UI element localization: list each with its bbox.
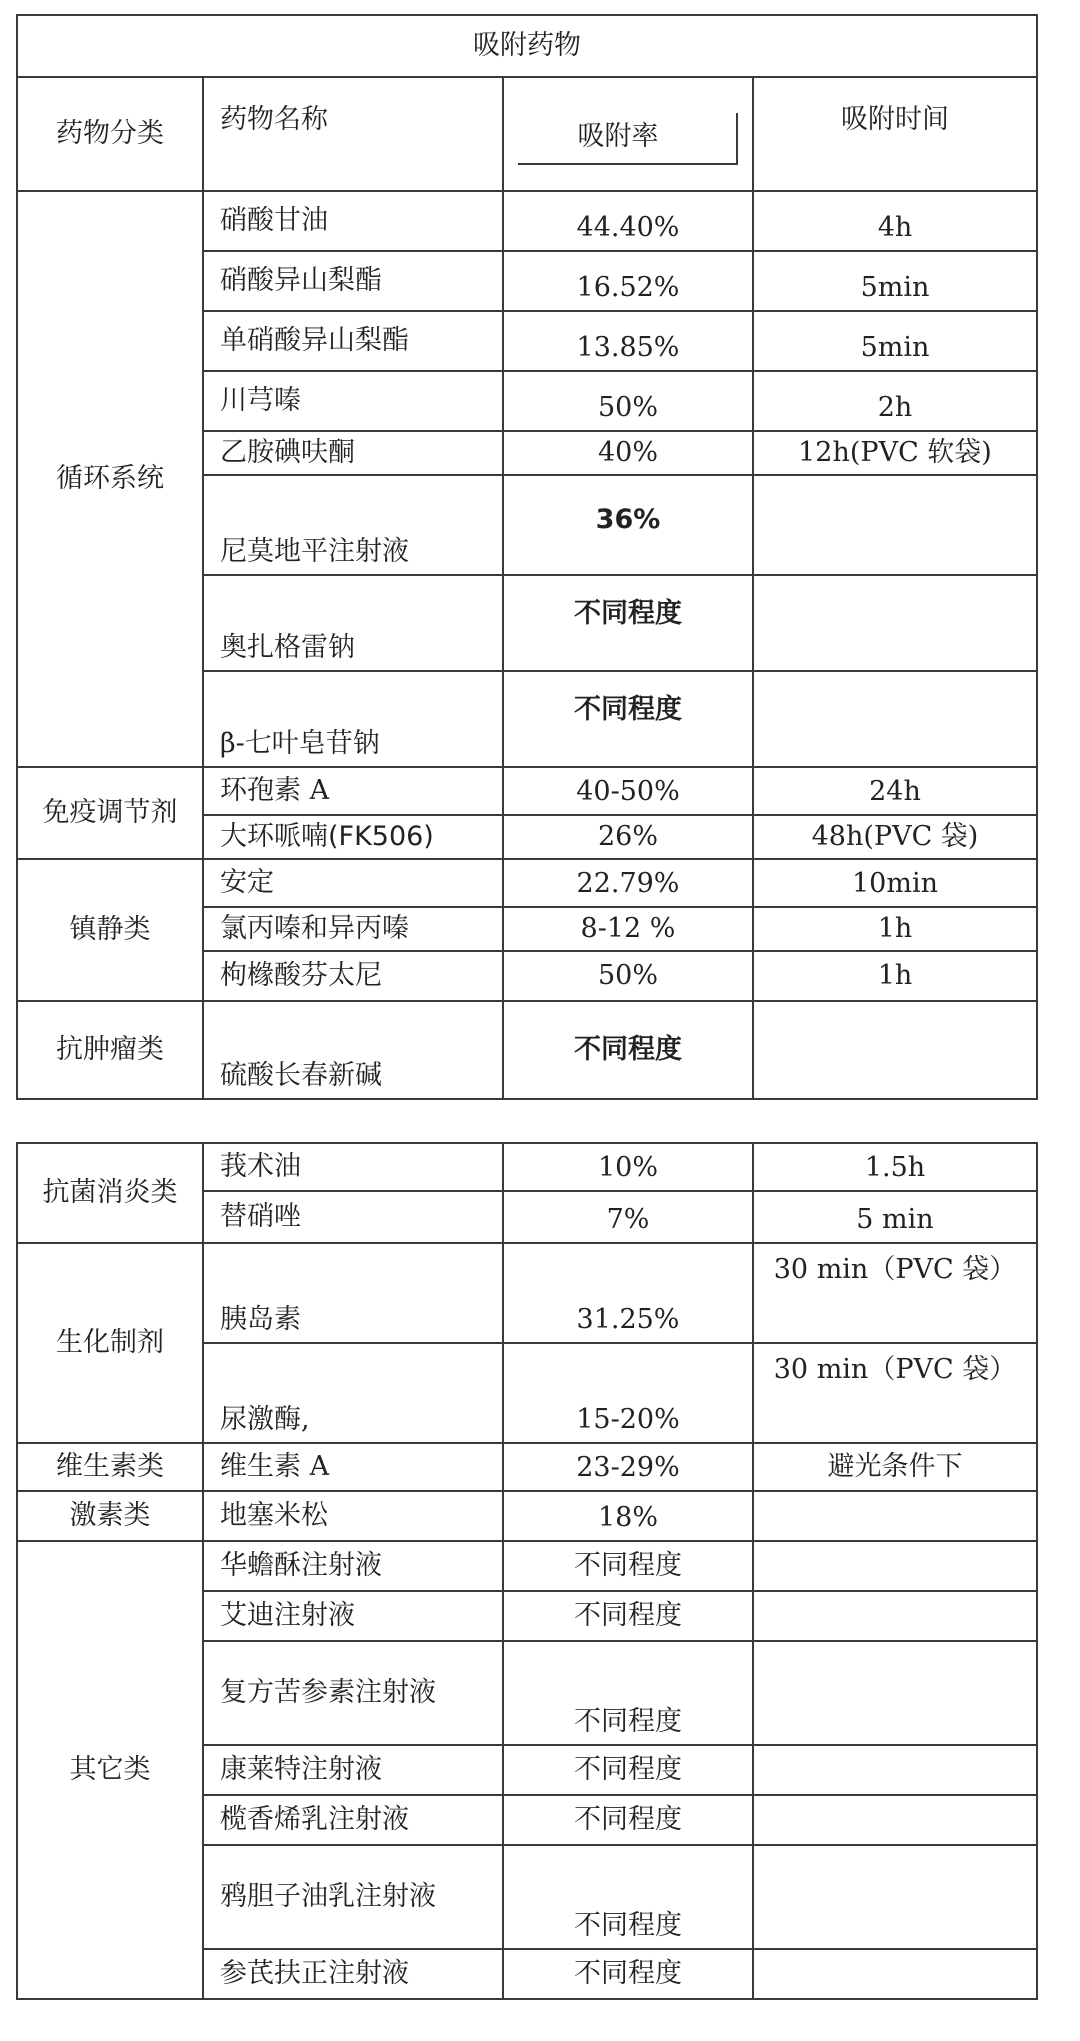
- header-rate-cell: [503, 77, 753, 191]
- adsorption-time: [753, 1591, 1037, 1641]
- adsorption-time: 24h: [753, 767, 1037, 815]
- drug-name: 莪术油: [203, 1143, 503, 1191]
- adsorption-time: [753, 1641, 1037, 1745]
- adsorption-rate: 不同程度: [503, 1641, 753, 1745]
- drug-name: 奥扎格雷钠: [203, 575, 503, 671]
- adsorption-time: [753, 575, 1037, 671]
- adsorption-rate: 16.52%: [503, 251, 753, 311]
- drug-name: 尿激酶,: [203, 1343, 503, 1443]
- adsorption-rate: 不同程度: [503, 1949, 753, 1999]
- adsorption-time: 30 min（PVC 袋）: [753, 1343, 1037, 1443]
- adsorption-rate: 23-29%: [503, 1443, 753, 1491]
- category-cell: 抗菌消炎类: [17, 1143, 203, 1243]
- category-cell: 维生素类: [17, 1443, 203, 1491]
- drug-name: β-七叶皂苷钠: [203, 671, 503, 767]
- adsorption-time: [753, 1949, 1037, 1999]
- drug-name: 氯丙嗪和异丙嗪: [203, 907, 503, 951]
- adsorption-rate: 44.40%: [503, 191, 753, 251]
- header-time: 吸附时间: [753, 77, 1037, 191]
- drug-name: 环孢素 A: [203, 767, 503, 815]
- drug-name: 尼莫地平注射液: [203, 475, 503, 575]
- adsorption-time: [753, 1541, 1037, 1591]
- drug-name: 参芪扶正注射液: [203, 1949, 503, 1999]
- adsorption-rate: 不同程度: [503, 1001, 753, 1099]
- adsorption-time: 10min: [753, 859, 1037, 907]
- drug-name: 替硝唑: [203, 1191, 503, 1243]
- category-cell: 镇静类: [17, 859, 203, 1001]
- adsorption-rate: 不同程度: [503, 671, 753, 767]
- adsorption-time: 5min: [753, 251, 1037, 311]
- category-cell: 激素类: [17, 1491, 203, 1541]
- drug-name: 枸橼酸芬太尼: [203, 951, 503, 1001]
- table-title: 吸附药物: [17, 15, 1037, 77]
- table-gap: [0, 1128, 1080, 1142]
- adsorption-rate: 40%: [503, 431, 753, 475]
- drug-name: 乙胺碘呋酮: [203, 431, 503, 475]
- drug-name: 维生素 A: [203, 1443, 503, 1491]
- adsorption-table-part1: [16, 14, 1038, 1100]
- adsorption-rate: 18%: [503, 1491, 753, 1541]
- header-name: 药物名称: [203, 77, 503, 191]
- adsorption-time: 5min: [753, 311, 1037, 371]
- adsorption-rate: 不同程度: [503, 1745, 753, 1795]
- category-cell: 生化制剂: [17, 1243, 203, 1443]
- adsorption-time: [753, 1795, 1037, 1845]
- category-cell: 抗肿瘤类: [17, 1001, 203, 1099]
- adsorption-rate: 8-12 %: [503, 907, 753, 951]
- drug-name: 安定: [203, 859, 503, 907]
- adsorption-time: 12h(PVC 软袋): [753, 431, 1037, 475]
- adsorption-time: [753, 475, 1037, 575]
- adsorption-rate: 不同程度: [503, 1541, 753, 1591]
- adsorption-rate: 不同程度: [503, 575, 753, 671]
- header-category: 药物分类: [17, 77, 203, 191]
- drug-name: 硝酸甘油: [203, 191, 503, 251]
- adsorption-time: 1h: [753, 907, 1037, 951]
- adsorption-time: 48h(PVC 袋): [753, 815, 1037, 859]
- adsorption-time: [753, 1845, 1037, 1949]
- adsorption-rate: 7%: [503, 1191, 753, 1243]
- adsorption-time: 1h: [753, 951, 1037, 1001]
- drug-name: 艾迪注射液: [203, 1591, 503, 1641]
- adsorption-time: [753, 671, 1037, 767]
- adsorption-rate: 36%: [503, 475, 753, 575]
- drug-name: 鸦胆子油乳注射液: [203, 1845, 503, 1949]
- adsorption-rate: 40-50%: [503, 767, 753, 815]
- adsorption-rate: 50%: [503, 951, 753, 1001]
- adsorption-rate: 不同程度: [503, 1591, 753, 1641]
- category-cell: 循环系统: [17, 191, 203, 767]
- adsorption-rate: 22.79%: [503, 859, 753, 907]
- adsorption-rate: 13.85%: [503, 311, 753, 371]
- drug-name: 硫酸长春新碱: [203, 1001, 503, 1099]
- adsorption-rate: 不同程度: [503, 1845, 753, 1949]
- drug-name: 川芎嗪: [203, 371, 503, 431]
- drug-name: 大环哌喃(FK506): [203, 815, 503, 859]
- drug-name: 复方苦参素注射液: [203, 1641, 503, 1745]
- drug-name: 华蟾酥注射液: [203, 1541, 503, 1591]
- adsorption-time: 避光条件下: [753, 1443, 1037, 1491]
- drug-name: 胰岛素: [203, 1243, 503, 1343]
- adsorption-rate: 10%: [503, 1143, 753, 1191]
- category-cell: 其它类: [17, 1541, 203, 1999]
- drug-name: 硝酸异山梨酯: [203, 251, 503, 311]
- adsorption-time: 5 min: [753, 1191, 1037, 1243]
- drug-name: 榄香烯乳注射液: [203, 1795, 503, 1845]
- drug-name: 康莱特注射液: [203, 1745, 503, 1795]
- adsorption-time: 4h: [753, 191, 1037, 251]
- adsorption-table-part2: [16, 1142, 1038, 2000]
- adsorption-time: [753, 1745, 1037, 1795]
- adsorption-rate: 31.25%: [503, 1243, 753, 1343]
- adsorption-rate: 15-20%: [503, 1343, 753, 1443]
- adsorption-time: 1.5h: [753, 1143, 1037, 1191]
- adsorption-rate: 不同程度: [503, 1795, 753, 1845]
- adsorption-time: 2h: [753, 371, 1037, 431]
- drug-name: 地塞米松: [203, 1491, 503, 1541]
- adsorption-rate: 50%: [503, 371, 753, 431]
- adsorption-rate: 26%: [503, 815, 753, 859]
- adsorption-time: [753, 1491, 1037, 1541]
- drug-name: 单硝酸异山梨酯: [203, 311, 503, 371]
- category-cell: 免疫调节剂: [17, 767, 203, 859]
- adsorption-time: 30 min（PVC 袋）: [753, 1243, 1037, 1343]
- header-rate: 吸附率: [518, 113, 738, 165]
- adsorption-time: [753, 1001, 1037, 1099]
